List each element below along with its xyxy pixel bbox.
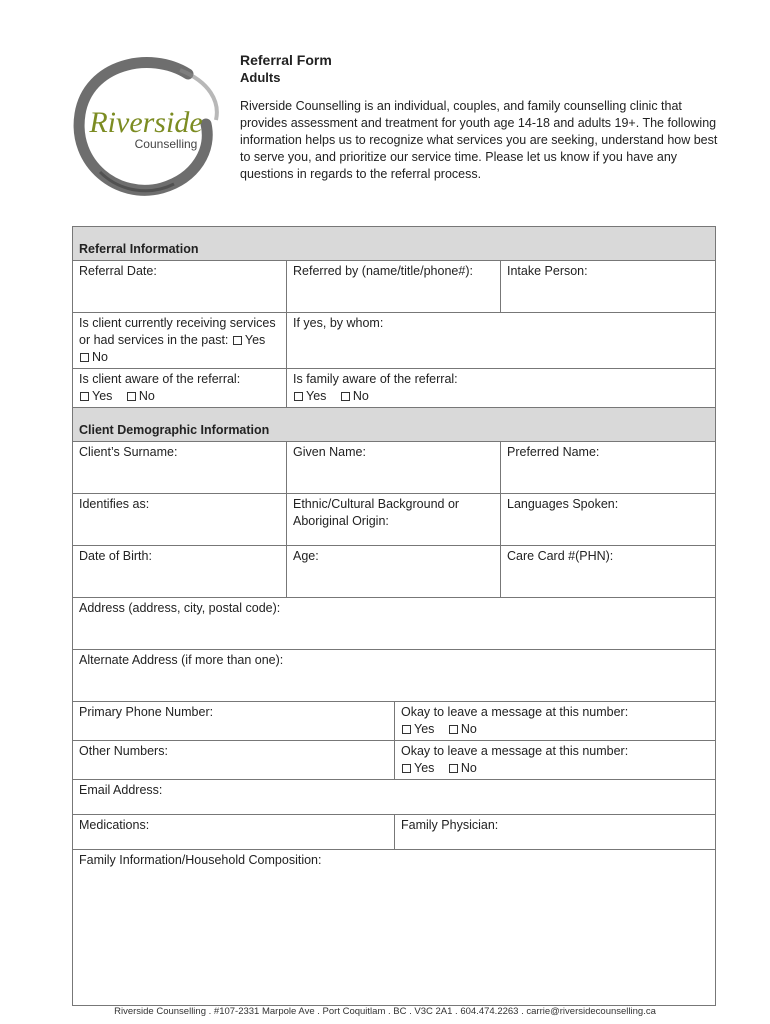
form-title: Referral Form [240, 52, 332, 68]
option-yes-label: Yes [414, 761, 435, 775]
date-of-birth-field[interactable]: Date of Birth: [73, 546, 287, 598]
checkbox-client-aware-yes[interactable] [80, 392, 89, 401]
client-aware-label: Is client aware of the referral: [79, 372, 241, 386]
intro-text: Riverside Counselling is an individual, couples, and family counselling clinic that provides assessment and treatment for youth age 14-18 and adults 19+. The following information helps us to recognize what services you are seeking, understand how best to serve you, and prioritize our service time. Please let us know if you have any questions in regards to the referral process. [240, 99, 718, 181]
option-yes-label: Yes [244, 333, 266, 347]
section-referral-info: Referral Information [73, 227, 716, 261]
ok-message-label: Okay to leave a message at this number: [401, 705, 629, 719]
checkbox-client-aware-no[interactable] [127, 392, 136, 401]
logo-sub-text: Counselling [134, 137, 198, 151]
riverside-logo [70, 52, 220, 202]
header [240, 52, 720, 183]
option-no-label: No [92, 350, 108, 364]
checkbox-primary-ok-yes[interactable] [402, 725, 411, 734]
family-information-field[interactable]: Family Information/Household Composition: [73, 850, 716, 1006]
option-no-label: No [460, 722, 477, 736]
receiving-services-field [73, 313, 287, 369]
care-card-field[interactable]: Care Card #(PHN): [501, 546, 716, 598]
option-no-label: No [460, 761, 477, 775]
surname-field[interactable]: Client’s Surname: [73, 442, 287, 494]
option-no-label: No [138, 389, 155, 403]
footer-contact: Riverside Counselling . #107-2331 Marpole Ave . Port Coquitlam . BC . V3C 2A1 . 604.474.2263 . carrie@riversidecounselling.ca [114, 1006, 656, 1017]
preferred-name-field[interactable]: Preferred Name: [501, 442, 716, 494]
form-subtitle: Adults [240, 70, 281, 85]
ethnic-background-field[interactable]: Ethnic/Cultural Background or Aboriginal Origin: [287, 494, 501, 546]
medications-field[interactable]: Medications: [73, 815, 395, 850]
languages-field[interactable]: Languages Spoken: [501, 494, 716, 546]
intake-person-field[interactable]: Intake Person: [501, 261, 716, 313]
option-no-label: No [352, 389, 369, 403]
option-yes-label: Yes [306, 389, 327, 403]
checkbox-receiving-yes[interactable] [233, 336, 242, 345]
age-field[interactable]: Age: [287, 546, 501, 598]
referral-date-field[interactable]: Referral Date: [73, 261, 287, 313]
checkbox-family-aware-yes[interactable] [294, 392, 303, 401]
checkbox-other-ok-yes[interactable] [402, 764, 411, 773]
alternate-address-field[interactable]: Alternate Address (if more than one): [73, 650, 716, 702]
email-field[interactable]: Email Address: [73, 780, 716, 815]
checkbox-family-aware-no[interactable] [341, 392, 350, 401]
option-yes-label: Yes [414, 722, 435, 736]
other-ok-message-field [395, 741, 716, 780]
other-numbers-field[interactable]: Other Numbers: [73, 741, 395, 780]
family-aware-label: Is family aware of the referral: [293, 372, 458, 386]
address-field[interactable]: Address (address, city, postal code): [73, 598, 716, 650]
referred-by-field[interactable]: Referred by (name/title/phone#): [287, 261, 501, 313]
checkbox-other-ok-no[interactable] [449, 764, 458, 773]
primary-ok-message-field [395, 702, 716, 741]
if-yes-by-whom-field[interactable]: If yes, by whom: [287, 313, 716, 369]
checkbox-primary-ok-no[interactable] [449, 725, 458, 734]
ok-message-label: Okay to leave a message at this number: [401, 744, 629, 758]
client-aware-field [73, 369, 287, 408]
primary-phone-field[interactable]: Primary Phone Number: [73, 702, 395, 741]
identifies-as-field[interactable]: Identifies as: [73, 494, 287, 546]
family-physician-field[interactable]: Family Physician: [395, 815, 716, 850]
checkbox-receiving-no[interactable] [80, 353, 89, 362]
family-aware-field [287, 369, 716, 408]
logo-brand-text: Riverside [89, 106, 203, 139]
referral-form-table [72, 226, 716, 1006]
given-name-field[interactable]: Given Name: [287, 442, 501, 494]
receiving-services-label: Is client currently receiving services or had services in the past: [79, 316, 276, 347]
logo-swirl-icon [70, 52, 220, 202]
section-demographic-info: Client Demographic Information [73, 408, 716, 442]
option-yes-label: Yes [92, 389, 113, 403]
